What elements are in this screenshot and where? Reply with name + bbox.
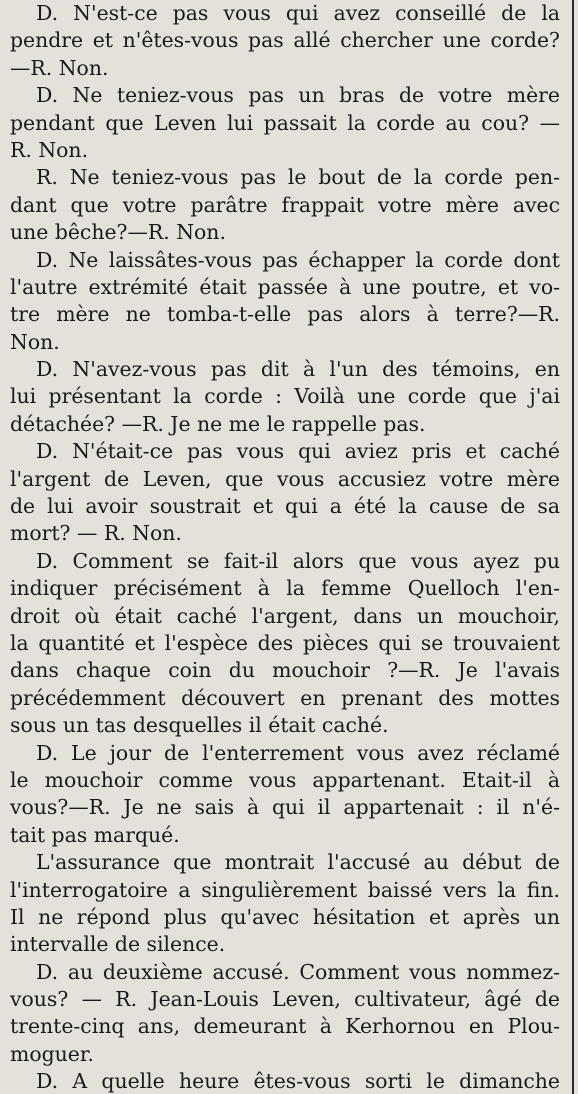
text-line: D. N'est-ce pas vous qui avez conseillé de la bbox=[36, 1, 560, 25]
text-line: D. Le jour de l'enterrement vous avez réclamé bbox=[36, 740, 560, 765]
text-line: moguer. bbox=[10, 1041, 94, 1066]
text-line: —R. Non. bbox=[10, 55, 109, 80]
text-line: D. au deuxième accusé. Comment vous nommez- bbox=[36, 959, 560, 984]
article-text bbox=[10, 0, 560, 1094]
text-line: l'argent de Leven, que vous accusiez votre mère bbox=[10, 466, 560, 491]
text-line: vous? — R. Jean-Louis Leven, cultivateur, âgé de bbox=[10, 987, 560, 1012]
text-line: trente-cinq ans, demeurant à Kerhornou en Plou- bbox=[10, 1014, 560, 1039]
text-line: précédemment découvert en prenant des mottes bbox=[10, 685, 560, 710]
text-line: l'autre extrémité était passée à une poutre, et vo- bbox=[10, 274, 560, 299]
text-line: Non. bbox=[10, 329, 60, 354]
text-line: tre mère ne tomba-t-elle pas alors à terre?—R. bbox=[10, 302, 560, 327]
text-line: lui présentant la corde : Voilà une corde que j'ai bbox=[10, 384, 560, 409]
text-line: indiquer précisément à la femme Quelloch l'en- bbox=[10, 576, 560, 601]
text-line: mort? — R. Non. bbox=[10, 521, 182, 546]
text-line: l'interrogatoire a singulièrement baissé vers la fin. bbox=[10, 877, 560, 902]
text-line: dant que votre parâtre frappait votre mère avec bbox=[10, 192, 560, 217]
text-line: vous?—R. Je ne sais à qui il appartenait : il n'é- bbox=[10, 795, 560, 820]
text-line: D. Ne teniez-vous pas un bras de votre mère bbox=[36, 83, 560, 108]
text-line: pendant que Leven lui passait la corde au cou? — bbox=[10, 110, 560, 135]
column-rule bbox=[572, 0, 574, 1094]
text-line: sous un tas desquelles il était caché. bbox=[10, 713, 389, 738]
text-line: droit où était caché l'argent, dans un mouchoir, bbox=[10, 603, 560, 628]
text-line: la quantité et l'espèce des pièces qui se trouvaient bbox=[10, 630, 560, 655]
text-line: dans chaque coin du mouchoir ?—R. Je l'avais bbox=[10, 658, 560, 683]
text-line: intervalle de silence. bbox=[10, 932, 226, 957]
text-line: D. A quelle heure êtes-vous sorti le dimanche bbox=[36, 1069, 560, 1094]
text-line: de lui avoir soustrait et qui a été la cause de sa bbox=[10, 494, 560, 519]
text-line: D. N'était-ce pas vous qui aviez pris et caché bbox=[36, 439, 560, 464]
text-line: pendre et n'êtes-vous pas allé chercher une corde? bbox=[10, 28, 560, 53]
text-line: le mouchoir comme vous appartenant. Etait-il à bbox=[10, 767, 560, 792]
text-line: L'assurance que montrait l'accusé au début de bbox=[36, 850, 560, 875]
text-line: D. N'avez-vous pas dit à l'un des témoins, en bbox=[36, 357, 560, 382]
text-line: tait pas marqué. bbox=[10, 822, 180, 847]
text-line: D. Ne laissâtes-vous pas échapper la corde dont bbox=[36, 247, 560, 272]
text-line: une bêche?—R. Non. bbox=[10, 220, 226, 245]
text-line: Il ne répond plus qu'avec hésitation et après un bbox=[10, 904, 560, 929]
text-line: R. Ne teniez-vous pas le bout de la corde pen- bbox=[36, 165, 560, 190]
text-line: R. Non. bbox=[10, 137, 89, 162]
text-line: D. Comment se fait-il alors que vous ayez pu bbox=[36, 548, 560, 573]
text-line: détachée? —R. Je ne me le rappelle pas. bbox=[10, 411, 426, 436]
